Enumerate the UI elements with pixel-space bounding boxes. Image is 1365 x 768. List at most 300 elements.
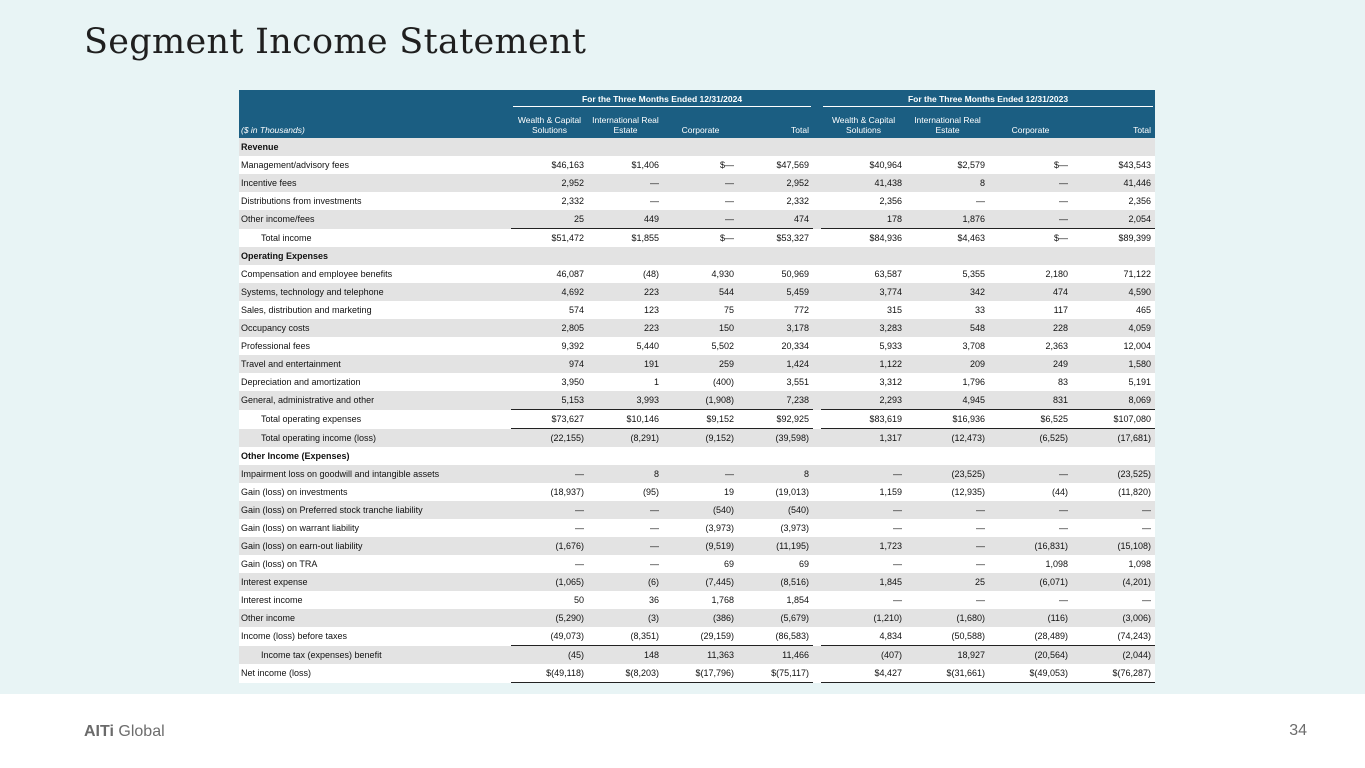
value-cell: $(17,796) (663, 664, 738, 683)
value-cell: 1,424 (738, 355, 813, 373)
value-cell: 5,440 (588, 337, 663, 355)
table-row (239, 265, 1155, 283)
value-cell: 36 (588, 591, 663, 609)
value-cell: 41,438 (821, 174, 906, 192)
value-cell: 3,950 (511, 373, 588, 391)
value-cell: $— (663, 229, 738, 248)
value-cell: (5,679) (738, 609, 813, 627)
section-row (239, 247, 1155, 265)
row-label: Other income (239, 609, 511, 627)
value-cell: (4,201) (1072, 573, 1155, 591)
row-label: Income tax (expenses) benefit (239, 646, 511, 665)
column-gap (813, 391, 821, 410)
row-label: Management/advisory fees (239, 156, 511, 174)
value-cell (663, 247, 738, 265)
value-cell: 1,122 (821, 355, 906, 373)
value-cell: — (989, 174, 1072, 192)
column-gap (813, 138, 821, 156)
column-gap (813, 410, 821, 429)
table-row (239, 410, 1155, 429)
value-cell: 69 (663, 555, 738, 573)
column-gap (813, 337, 821, 355)
value-cell: 1,796 (906, 373, 989, 391)
value-cell: 117 (989, 301, 1072, 319)
value-cell: (2,044) (1072, 646, 1155, 665)
value-cell: — (906, 555, 989, 573)
value-cell: 315 (821, 301, 906, 319)
value-cell: 3,708 (906, 337, 989, 355)
value-cell: 2,293 (821, 391, 906, 410)
value-cell: $51,472 (511, 229, 588, 248)
value-cell (663, 138, 738, 156)
value-cell: — (906, 192, 989, 210)
value-cell: 7,238 (738, 391, 813, 410)
period-2023-header: For the Three Months Ended 12/31/2023 (821, 90, 1155, 110)
value-cell: — (588, 192, 663, 210)
value-cell: (86,583) (738, 627, 813, 646)
value-cell: $1,855 (588, 229, 663, 248)
row-label: Gain (loss) on investments (239, 483, 511, 501)
value-cell: (1,065) (511, 573, 588, 591)
value-cell: — (663, 210, 738, 229)
value-cell: 342 (906, 283, 989, 301)
value-cell: (3,973) (663, 519, 738, 537)
value-cell: — (511, 519, 588, 537)
table-row (239, 355, 1155, 373)
value-cell: $16,936 (906, 410, 989, 429)
value-cell: 544 (663, 283, 738, 301)
value-cell: 1,317 (821, 429, 906, 448)
value-cell: — (989, 465, 1072, 483)
column-gap (813, 156, 821, 174)
column-gap (813, 229, 821, 248)
value-cell (588, 247, 663, 265)
page-number: 34 (1289, 722, 1307, 739)
value-cell: 974 (511, 355, 588, 373)
col-header-intl-2023: International Real Estate (906, 110, 989, 138)
table-body (239, 138, 1155, 683)
value-cell: 772 (738, 301, 813, 319)
value-cell: 831 (989, 391, 1072, 410)
table-row (239, 609, 1155, 627)
value-cell: 249 (989, 355, 1072, 373)
value-cell: 8 (588, 465, 663, 483)
value-cell: (3,973) (738, 519, 813, 537)
value-cell (989, 247, 1072, 265)
value-cell: $89,399 (1072, 229, 1155, 248)
value-cell: — (821, 465, 906, 483)
value-cell: 5,933 (821, 337, 906, 355)
value-cell (989, 447, 1072, 465)
value-cell: (7,445) (663, 573, 738, 591)
value-cell: — (511, 465, 588, 483)
value-cell: 259 (663, 355, 738, 373)
value-cell: 449 (588, 210, 663, 229)
value-cell: $46,163 (511, 156, 588, 174)
value-cell: 4,590 (1072, 283, 1155, 301)
row-label: Professional fees (239, 337, 511, 355)
value-cell: 1,098 (989, 555, 1072, 573)
row-label: Other income/fees (239, 210, 511, 229)
value-cell (821, 138, 906, 156)
table-row (239, 391, 1155, 410)
value-cell: — (989, 501, 1072, 519)
row-label: Interest income (239, 591, 511, 609)
value-cell: (400) (663, 373, 738, 391)
table-row (239, 627, 1155, 646)
value-cell: 465 (1072, 301, 1155, 319)
value-cell: (15,108) (1072, 537, 1155, 555)
value-cell: 1 (588, 373, 663, 391)
value-cell: (12,473) (906, 429, 989, 448)
value-cell: 83 (989, 373, 1072, 391)
value-cell: (20,564) (989, 646, 1072, 665)
value-cell: (18,937) (511, 483, 588, 501)
value-cell: 474 (989, 283, 1072, 301)
value-cell: 2,054 (1072, 210, 1155, 229)
value-cell: — (1072, 519, 1155, 537)
value-cell: — (588, 174, 663, 192)
column-gap (813, 429, 821, 448)
column-gap (813, 664, 821, 683)
table-row (239, 646, 1155, 665)
value-cell: 148 (588, 646, 663, 665)
value-cell: $— (989, 156, 1072, 174)
value-cell: 12,004 (1072, 337, 1155, 355)
table-row (239, 283, 1155, 301)
value-cell: (11,195) (738, 537, 813, 555)
brand-logo (84, 723, 165, 741)
value-cell: $84,936 (821, 229, 906, 248)
value-cell: $— (663, 156, 738, 174)
row-label: Compensation and employee benefits (239, 265, 511, 283)
value-cell: 2,805 (511, 319, 588, 337)
value-cell: 5,502 (663, 337, 738, 355)
value-cell: (29,159) (663, 627, 738, 646)
column-gap (813, 301, 821, 319)
value-cell (588, 138, 663, 156)
value-cell: (95) (588, 483, 663, 501)
value-cell: — (821, 519, 906, 537)
units-label: ($ in Thousands) (239, 110, 511, 138)
value-cell: 1,768 (663, 591, 738, 609)
value-cell: 123 (588, 301, 663, 319)
column-gap (813, 265, 821, 283)
value-cell (738, 447, 813, 465)
row-label: Sales, distribution and marketing (239, 301, 511, 319)
row-label: Gain (loss) on earn-out liability (239, 537, 511, 555)
section-row (239, 138, 1155, 156)
table-row (239, 174, 1155, 192)
value-cell: $53,327 (738, 229, 813, 248)
value-cell: 2,356 (821, 192, 906, 210)
value-cell: 1,580 (1072, 355, 1155, 373)
value-cell: $(75,117) (738, 664, 813, 683)
value-cell: $(8,203) (588, 664, 663, 683)
value-cell: 4,059 (1072, 319, 1155, 337)
value-cell: (6,525) (989, 429, 1072, 448)
value-cell: (1,680) (906, 609, 989, 627)
column-gap (813, 627, 821, 646)
value-cell: (8,516) (738, 573, 813, 591)
value-cell: — (663, 465, 738, 483)
value-cell: (116) (989, 609, 1072, 627)
value-cell (906, 247, 989, 265)
value-cell: 1,159 (821, 483, 906, 501)
value-cell: 548 (906, 319, 989, 337)
value-cell: — (588, 555, 663, 573)
table-row (239, 537, 1155, 555)
table-row (239, 555, 1155, 573)
value-cell: (1,210) (821, 609, 906, 627)
row-label: Revenue (239, 138, 511, 156)
table-row (239, 664, 1155, 683)
value-cell: 2,332 (738, 192, 813, 210)
slide-title: Segment Income Statement (84, 22, 587, 62)
col-header-corporate-2024: Corporate (663, 110, 738, 138)
row-label: Impairment loss on goodwill and intangible assets (239, 465, 511, 483)
row-label: Incentive fees (239, 174, 511, 192)
table-row (239, 519, 1155, 537)
value-cell: 19 (663, 483, 738, 501)
value-cell: (1,908) (663, 391, 738, 410)
value-cell: $4,427 (821, 664, 906, 683)
table-row (239, 483, 1155, 501)
section-row (239, 447, 1155, 465)
column-gap (813, 501, 821, 519)
value-cell: — (821, 591, 906, 609)
value-cell: $107,080 (1072, 410, 1155, 429)
row-label: Total operating expenses (239, 410, 511, 429)
column-gap (813, 465, 821, 483)
value-cell: — (663, 174, 738, 192)
row-label: Net income (loss) (239, 664, 511, 683)
table-row (239, 429, 1155, 448)
value-cell: 1,845 (821, 573, 906, 591)
value-cell: 4,834 (821, 627, 906, 646)
value-cell: $47,569 (738, 156, 813, 174)
value-cell: 63,587 (821, 265, 906, 283)
value-cell: 3,283 (821, 319, 906, 337)
value-cell: (23,525) (1072, 465, 1155, 483)
value-cell: 150 (663, 319, 738, 337)
value-cell: 18,927 (906, 646, 989, 665)
row-label: Gain (loss) on Preferred stock tranche liability (239, 501, 511, 519)
value-cell: (3) (588, 609, 663, 627)
col-header-wealth-2024: Wealth & Capital Solutions (511, 110, 588, 138)
value-cell: (407) (821, 646, 906, 665)
column-gap (813, 210, 821, 229)
value-cell: — (511, 555, 588, 573)
column-gap (813, 646, 821, 665)
column-gap (813, 537, 821, 555)
value-cell: 69 (738, 555, 813, 573)
period-header-row (239, 90, 1155, 110)
column-header-row (239, 110, 1155, 138)
value-cell: 1,854 (738, 591, 813, 609)
value-cell (989, 138, 1072, 156)
value-cell: $(49,118) (511, 664, 588, 683)
value-cell: $10,146 (588, 410, 663, 429)
value-cell (906, 138, 989, 156)
value-cell: $43,543 (1072, 156, 1155, 174)
col-header-intl-2024: International Real Estate (588, 110, 663, 138)
value-cell: $9,152 (663, 410, 738, 429)
value-cell: 3,178 (738, 319, 813, 337)
value-cell: (48) (588, 265, 663, 283)
value-cell: (6) (588, 573, 663, 591)
value-cell: 2,332 (511, 192, 588, 210)
col-header-corporate-2023: Corporate (989, 110, 1072, 138)
value-cell: 3,774 (821, 283, 906, 301)
value-cell: — (588, 501, 663, 519)
table-row (239, 192, 1155, 210)
value-cell: 8,069 (1072, 391, 1155, 410)
header-gap (813, 90, 821, 110)
value-cell: 2,952 (738, 174, 813, 192)
brand-mark: AITi (84, 723, 114, 740)
value-cell: 25 (511, 210, 588, 229)
value-cell: 9,392 (511, 337, 588, 355)
value-cell: (50,588) (906, 627, 989, 646)
row-label: Interest expense (239, 573, 511, 591)
value-cell: — (989, 210, 1072, 229)
value-cell (906, 447, 989, 465)
value-cell: (39,598) (738, 429, 813, 448)
row-label: General, administrative and other (239, 391, 511, 410)
column-gap (813, 247, 821, 265)
value-cell: 2,363 (989, 337, 1072, 355)
value-cell: $(76,287) (1072, 664, 1155, 683)
value-cell: (5,290) (511, 609, 588, 627)
value-cell: 1,876 (906, 210, 989, 229)
value-cell: 1,723 (821, 537, 906, 555)
col-header-total-2023: Total (1072, 110, 1155, 138)
value-cell: 46,087 (511, 265, 588, 283)
value-cell (663, 447, 738, 465)
value-cell: (49,073) (511, 627, 588, 646)
column-gap (813, 573, 821, 591)
value-cell: $1,406 (588, 156, 663, 174)
table-row (239, 319, 1155, 337)
value-cell: $2,579 (906, 156, 989, 174)
value-cell: 3,551 (738, 373, 813, 391)
row-label: Income (loss) before taxes (239, 627, 511, 646)
value-cell: 2,356 (1072, 192, 1155, 210)
value-cell: 223 (588, 319, 663, 337)
value-cell: — (1072, 591, 1155, 609)
row-label: Other Income (Expenses) (239, 447, 511, 465)
row-label: Depreciation and amortization (239, 373, 511, 391)
value-cell: $92,925 (738, 410, 813, 429)
value-cell: (11,820) (1072, 483, 1155, 501)
value-cell (821, 247, 906, 265)
table-row (239, 373, 1155, 391)
column-gap (813, 319, 821, 337)
table-row (239, 229, 1155, 248)
table-row (239, 301, 1155, 319)
value-cell: — (906, 501, 989, 519)
value-cell: 25 (906, 573, 989, 591)
col-header-total-2024: Total (738, 110, 813, 138)
column-gap (813, 283, 821, 301)
value-cell: 5,153 (511, 391, 588, 410)
value-cell: — (1072, 501, 1155, 519)
value-cell: — (989, 591, 1072, 609)
value-cell: 2,180 (989, 265, 1072, 283)
value-cell (821, 447, 906, 465)
value-cell: — (821, 501, 906, 519)
col-header-wealth-2023: Wealth & Capital Solutions (821, 110, 906, 138)
value-cell (511, 247, 588, 265)
value-cell: (6,071) (989, 573, 1072, 591)
value-cell: $— (989, 229, 1072, 248)
value-cell: 209 (906, 355, 989, 373)
table-row (239, 465, 1155, 483)
value-cell: 223 (588, 283, 663, 301)
value-cell: (28,489) (989, 627, 1072, 646)
value-cell: 41,446 (1072, 174, 1155, 192)
row-label: Distributions from investments (239, 192, 511, 210)
value-cell: 20,334 (738, 337, 813, 355)
value-cell: (44) (989, 483, 1072, 501)
table-row (239, 156, 1155, 174)
value-cell: — (588, 519, 663, 537)
value-cell: 574 (511, 301, 588, 319)
value-cell: (22,155) (511, 429, 588, 448)
header-gap (813, 110, 821, 138)
column-gap (813, 355, 821, 373)
value-cell: $40,964 (821, 156, 906, 174)
value-cell (1072, 247, 1155, 265)
value-cell: 3,312 (821, 373, 906, 391)
value-cell: $(31,661) (906, 664, 989, 683)
value-cell: 11,466 (738, 646, 813, 665)
value-cell: — (989, 519, 1072, 537)
segment-income-table (239, 90, 1155, 683)
value-cell: 8 (906, 174, 989, 192)
value-cell: $4,463 (906, 229, 989, 248)
value-cell: 3,993 (588, 391, 663, 410)
value-cell: 178 (821, 210, 906, 229)
value-cell: 228 (989, 319, 1072, 337)
row-label: Total income (239, 229, 511, 248)
value-cell: (3,006) (1072, 609, 1155, 627)
column-gap (813, 555, 821, 573)
value-cell: — (663, 192, 738, 210)
value-cell: 1,098 (1072, 555, 1155, 573)
row-label: Total operating income (loss) (239, 429, 511, 448)
value-cell (1072, 447, 1155, 465)
value-cell: $83,619 (821, 410, 906, 429)
value-cell: 2,952 (511, 174, 588, 192)
value-cell: — (821, 555, 906, 573)
value-cell: (9,152) (663, 429, 738, 448)
row-label: Systems, technology and telephone (239, 283, 511, 301)
value-cell (738, 247, 813, 265)
column-gap (813, 519, 821, 537)
table-row (239, 210, 1155, 229)
value-cell: 191 (588, 355, 663, 373)
table-row (239, 573, 1155, 591)
value-cell (588, 447, 663, 465)
value-cell: 75 (663, 301, 738, 319)
column-gap (813, 373, 821, 391)
value-cell: 11,363 (663, 646, 738, 665)
header-blank (239, 90, 511, 110)
value-cell: (1,676) (511, 537, 588, 555)
row-label: Gain (loss) on warrant liability (239, 519, 511, 537)
